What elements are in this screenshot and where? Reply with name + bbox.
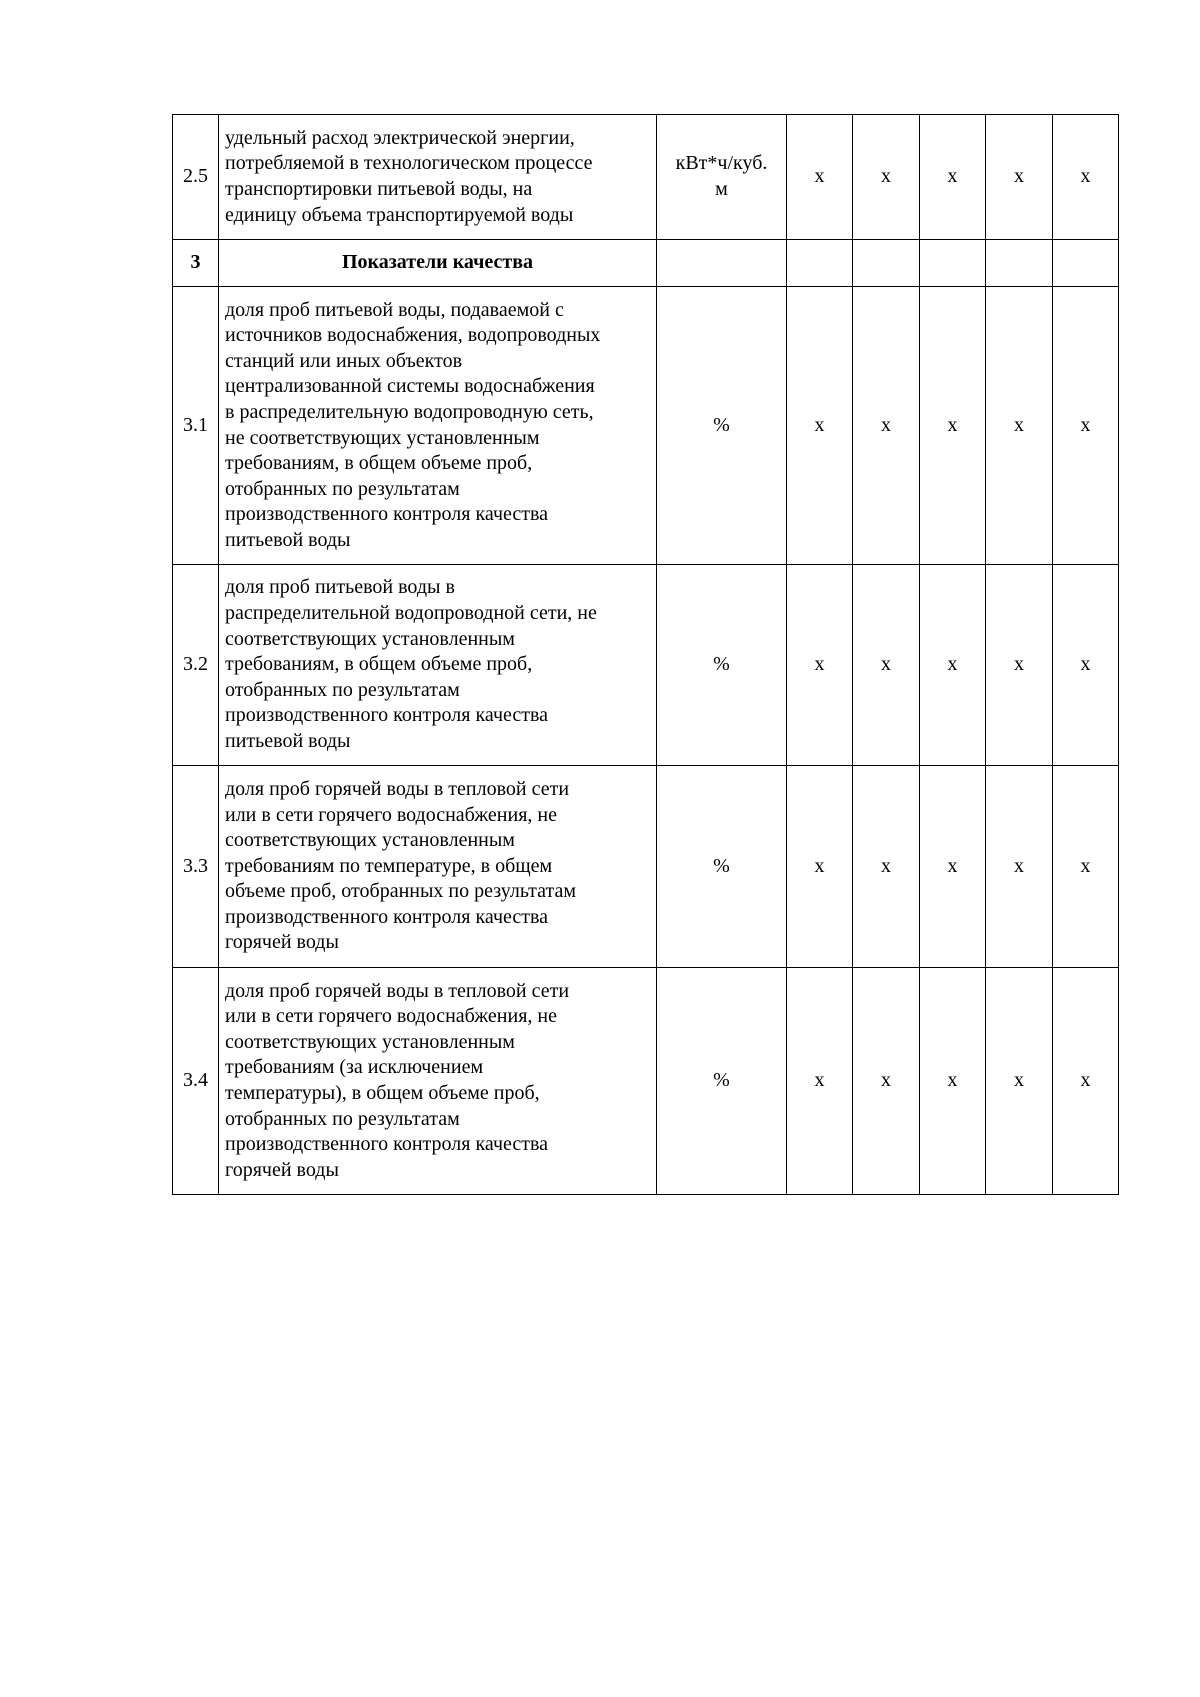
value-cell: х bbox=[1053, 565, 1119, 766]
row-number: 3.3 bbox=[173, 766, 219, 968]
unit-line: кВт*ч/куб. bbox=[675, 152, 768, 175]
description-line: отобранных по результатам bbox=[225, 678, 460, 701]
row-number: 2.5 bbox=[173, 115, 219, 240]
description-line: отобранных по результатам bbox=[225, 477, 460, 500]
value-cell: х bbox=[920, 565, 986, 766]
description-line: производственного контроля качества bbox=[225, 1133, 549, 1156]
unit-line: м bbox=[715, 178, 728, 200]
indicators-table bbox=[172, 114, 1119, 1195]
value-cell bbox=[1053, 240, 1119, 287]
indicator-description bbox=[219, 287, 657, 565]
description-line: питьевой воды bbox=[225, 729, 351, 752]
row-number: 3.2 bbox=[173, 565, 219, 766]
description-line: единицу объема транспортируемой воды bbox=[225, 203, 574, 226]
value-cell: х bbox=[1053, 287, 1119, 565]
value-cell: х bbox=[1053, 115, 1119, 240]
table-row bbox=[173, 565, 1119, 766]
unit-cell bbox=[657, 287, 787, 565]
unit-cell bbox=[657, 240, 787, 287]
table-body bbox=[173, 115, 1119, 1195]
description-line: или в сети горячего водоснабжения, не bbox=[225, 1005, 557, 1028]
description-line: транспортировки питьевой воды, на bbox=[225, 178, 533, 200]
unit-cell bbox=[657, 766, 787, 968]
description-line: доля проб питьевой воды в bbox=[225, 576, 455, 599]
description-line: или в сети горячего водоснабжения, не bbox=[225, 803, 557, 826]
indicator-description bbox=[219, 115, 657, 240]
value-cell: х bbox=[1053, 968, 1119, 1195]
value-cell: х bbox=[986, 115, 1053, 240]
unit-cell bbox=[657, 565, 787, 766]
description-line: соответствующих установленным bbox=[225, 1030, 515, 1053]
unit-line: % bbox=[713, 854, 730, 877]
value-cell: х bbox=[986, 565, 1053, 766]
table-row bbox=[173, 766, 1119, 968]
description-line: объеме проб, отобранных по результатам bbox=[225, 880, 577, 903]
table-row bbox=[173, 287, 1119, 565]
table-row bbox=[173, 240, 1119, 287]
value-cell: х bbox=[853, 565, 920, 766]
description-line: требованиям, в общем объеме проб, bbox=[225, 452, 533, 475]
value-cell bbox=[853, 240, 920, 287]
description-line: в распределительную водопроводную сеть, bbox=[225, 400, 594, 423]
indicator-description bbox=[219, 968, 657, 1195]
description-line: централизованной системы водоснабжения bbox=[225, 375, 595, 398]
unit-line: % bbox=[713, 413, 730, 436]
value-cell: х bbox=[920, 766, 986, 968]
description-line: соответствующих установленным bbox=[225, 829, 515, 852]
description-line: требованиям (за исключением bbox=[225, 1056, 484, 1079]
description-line: доля проб питьевой воды, подаваемой с bbox=[225, 298, 564, 321]
value-cell: х bbox=[787, 565, 853, 766]
description-line: доля проб горячей воды в тепловой сети bbox=[225, 979, 570, 1002]
description-line: требованиям по температуре, в общем bbox=[225, 854, 553, 877]
value-cell: х bbox=[787, 968, 853, 1195]
description-line: температуры), в общем объеме проб, bbox=[225, 1082, 540, 1104]
description-line: потребляемой в технологическом процессе bbox=[225, 152, 593, 175]
value-cell: х bbox=[1053, 766, 1119, 968]
value-cell: х bbox=[920, 287, 986, 565]
indicator-description bbox=[219, 565, 657, 766]
table-row bbox=[173, 115, 1119, 240]
description-line: производственного контроля качества bbox=[225, 905, 549, 928]
description-line: распределительной водопроводной сети, не bbox=[225, 602, 597, 625]
value-cell: х bbox=[986, 287, 1053, 565]
table-row bbox=[173, 968, 1119, 1195]
description-line: станций или иных объектов bbox=[225, 349, 463, 372]
value-cell: х bbox=[986, 968, 1053, 1195]
value-cell bbox=[787, 240, 853, 287]
value-cell: х bbox=[787, 287, 853, 565]
value-cell: х bbox=[920, 115, 986, 240]
description-line: источников водоснабжения, водопроводных bbox=[225, 324, 601, 347]
value-cell: х bbox=[853, 115, 920, 240]
description-line: производственного контроля качества bbox=[225, 704, 549, 727]
value-cell: х bbox=[920, 968, 986, 1195]
value-cell: х bbox=[853, 287, 920, 565]
description-line: горячей воды bbox=[225, 931, 339, 954]
value-cell: х bbox=[853, 766, 920, 968]
description-line: удельный расход электрической энергии, bbox=[225, 126, 575, 149]
value-cell bbox=[986, 240, 1053, 287]
description-line: требованиям, в общем объеме проб, bbox=[225, 653, 533, 676]
description-line: соответствующих установленным bbox=[225, 627, 515, 650]
row-number: 3.4 bbox=[173, 968, 219, 1195]
row-number: 3.1 bbox=[173, 287, 219, 565]
description-line: отобранных по результатам bbox=[225, 1107, 460, 1130]
description-line: не соответствующих установленным bbox=[225, 426, 540, 449]
value-cell: х bbox=[787, 115, 853, 240]
description-line: горячей воды bbox=[225, 1158, 339, 1181]
description-line: питьевой воды bbox=[225, 528, 351, 551]
row-number: 3 bbox=[173, 240, 219, 287]
unit-line: % bbox=[713, 1069, 730, 1092]
value-cell: х bbox=[853, 968, 920, 1195]
value-cell: х bbox=[986, 766, 1053, 968]
section-title: Показатели качества bbox=[219, 240, 657, 287]
unit-line: % bbox=[713, 653, 730, 676]
unit-cell bbox=[657, 968, 787, 1195]
indicator-description bbox=[219, 766, 657, 968]
description-line: производственного контроля качества bbox=[225, 503, 549, 526]
description-line: доля проб горячей воды в тепловой сети bbox=[225, 777, 570, 800]
value-cell: х bbox=[787, 766, 853, 968]
value-cell bbox=[920, 240, 986, 287]
unit-cell bbox=[657, 115, 787, 240]
